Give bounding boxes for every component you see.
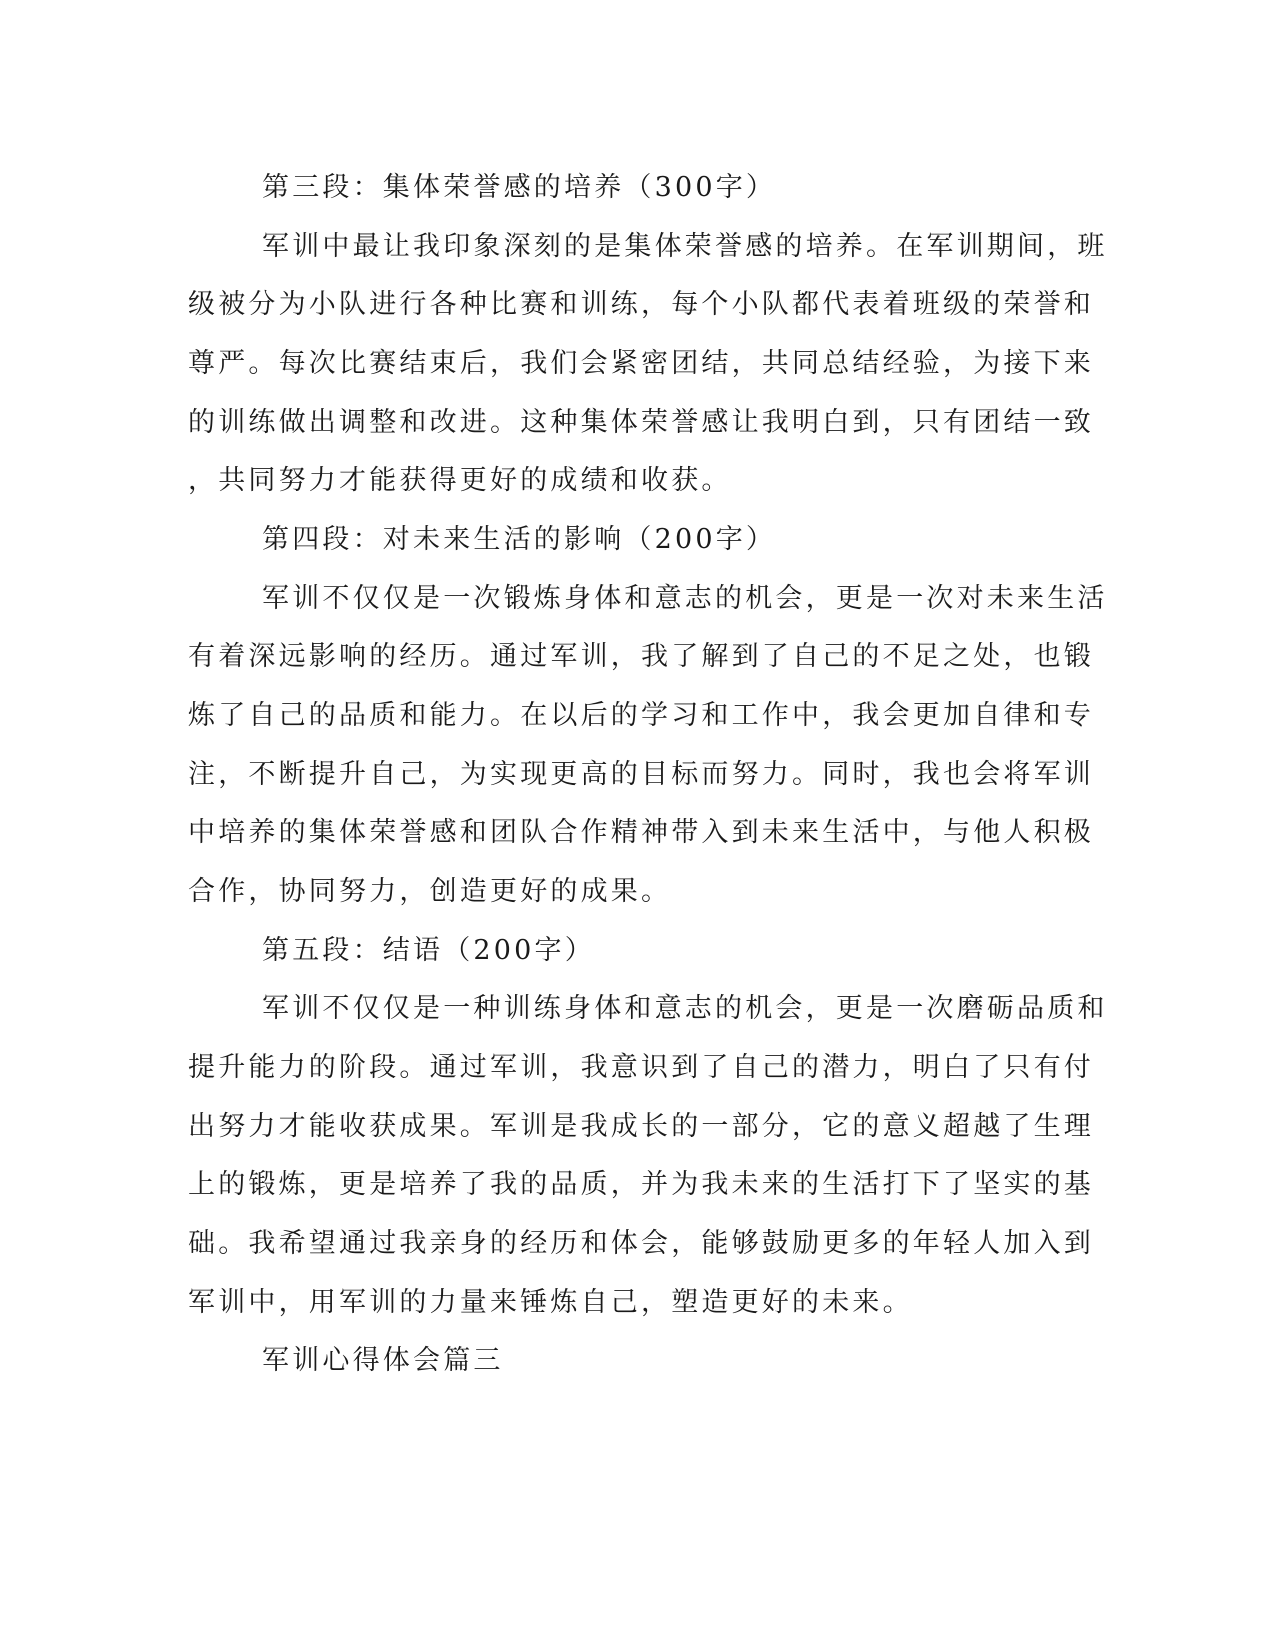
- paragraph-line: 炼了自己的品质和能力。在以后的学习和工作中，我会更加自律和专: [188, 700, 1094, 731]
- paragraph-line: 的训练做出调整和改进。这种集体荣誉感让我明白到，只有团结一致: [188, 407, 1094, 438]
- paragraph-line: 合作，协同努力，创造更好的成果。: [188, 876, 672, 907]
- paragraph-line: ，共同努力才能获得更好的成绩和收获。: [188, 465, 732, 496]
- paragraph-line: 军训不仅仅是一种训练身体和意志的机会，更是一次磨砺品质和: [262, 993, 1108, 1024]
- paragraph-line: 有着深远影响的经历。通过军训，我了解到了自己的不足之处，也锻: [188, 641, 1094, 672]
- paragraph-line: 军训中，用军训的力量来锤炼自己，塑造更好的未来。: [188, 1287, 913, 1318]
- paragraph-line: 中培养的集体荣誉感和团队合作精神带入到未来生活中，与他人积极: [188, 817, 1094, 848]
- section-5-heading: 第五段：结语（200字）: [262, 935, 595, 966]
- paragraph-line: 提升能力的阶段。通过军训，我意识到了自己的潜力，明白了只有付: [188, 1052, 1094, 1083]
- section-4-heading: 第四段：对未来生活的影响（200字）: [262, 524, 777, 555]
- paragraph-line: 上的锻炼，更是培养了我的品质，并为我未来的生活打下了坚实的基: [188, 1169, 1094, 1200]
- paragraph-line: 尊严。每次比赛结束后，我们会紧密团结，共同总结经验，为接下来: [188, 348, 1094, 379]
- paragraph-line: 出努力才能收获成果。军训是我成长的一部分，它的意义超越了生理: [188, 1111, 1094, 1142]
- paragraph-line: 级被分为小队进行各种比赛和训练，每个小队都代表着班级的荣誉和: [188, 289, 1094, 320]
- paragraph-line: 军训不仅仅是一次锻炼身体和意志的机会，更是一次对未来生活: [262, 583, 1108, 614]
- paragraph-line: 军训中最让我印象深刻的是集体荣誉感的培养。在军训期间，班: [262, 231, 1108, 262]
- paragraph-line: 础。我希望通过我亲身的经历和体会，能够鼓励更多的年轻人加入到: [188, 1228, 1094, 1259]
- section-3-heading: 第三段：集体荣誉感的培养（300字）: [262, 172, 777, 203]
- paragraph-line: 注，不断提升自己，为实现更高的目标而努力。同时，我也会将军训: [188, 759, 1094, 790]
- next-article-title: 军训心得体会篇三: [262, 1345, 504, 1376]
